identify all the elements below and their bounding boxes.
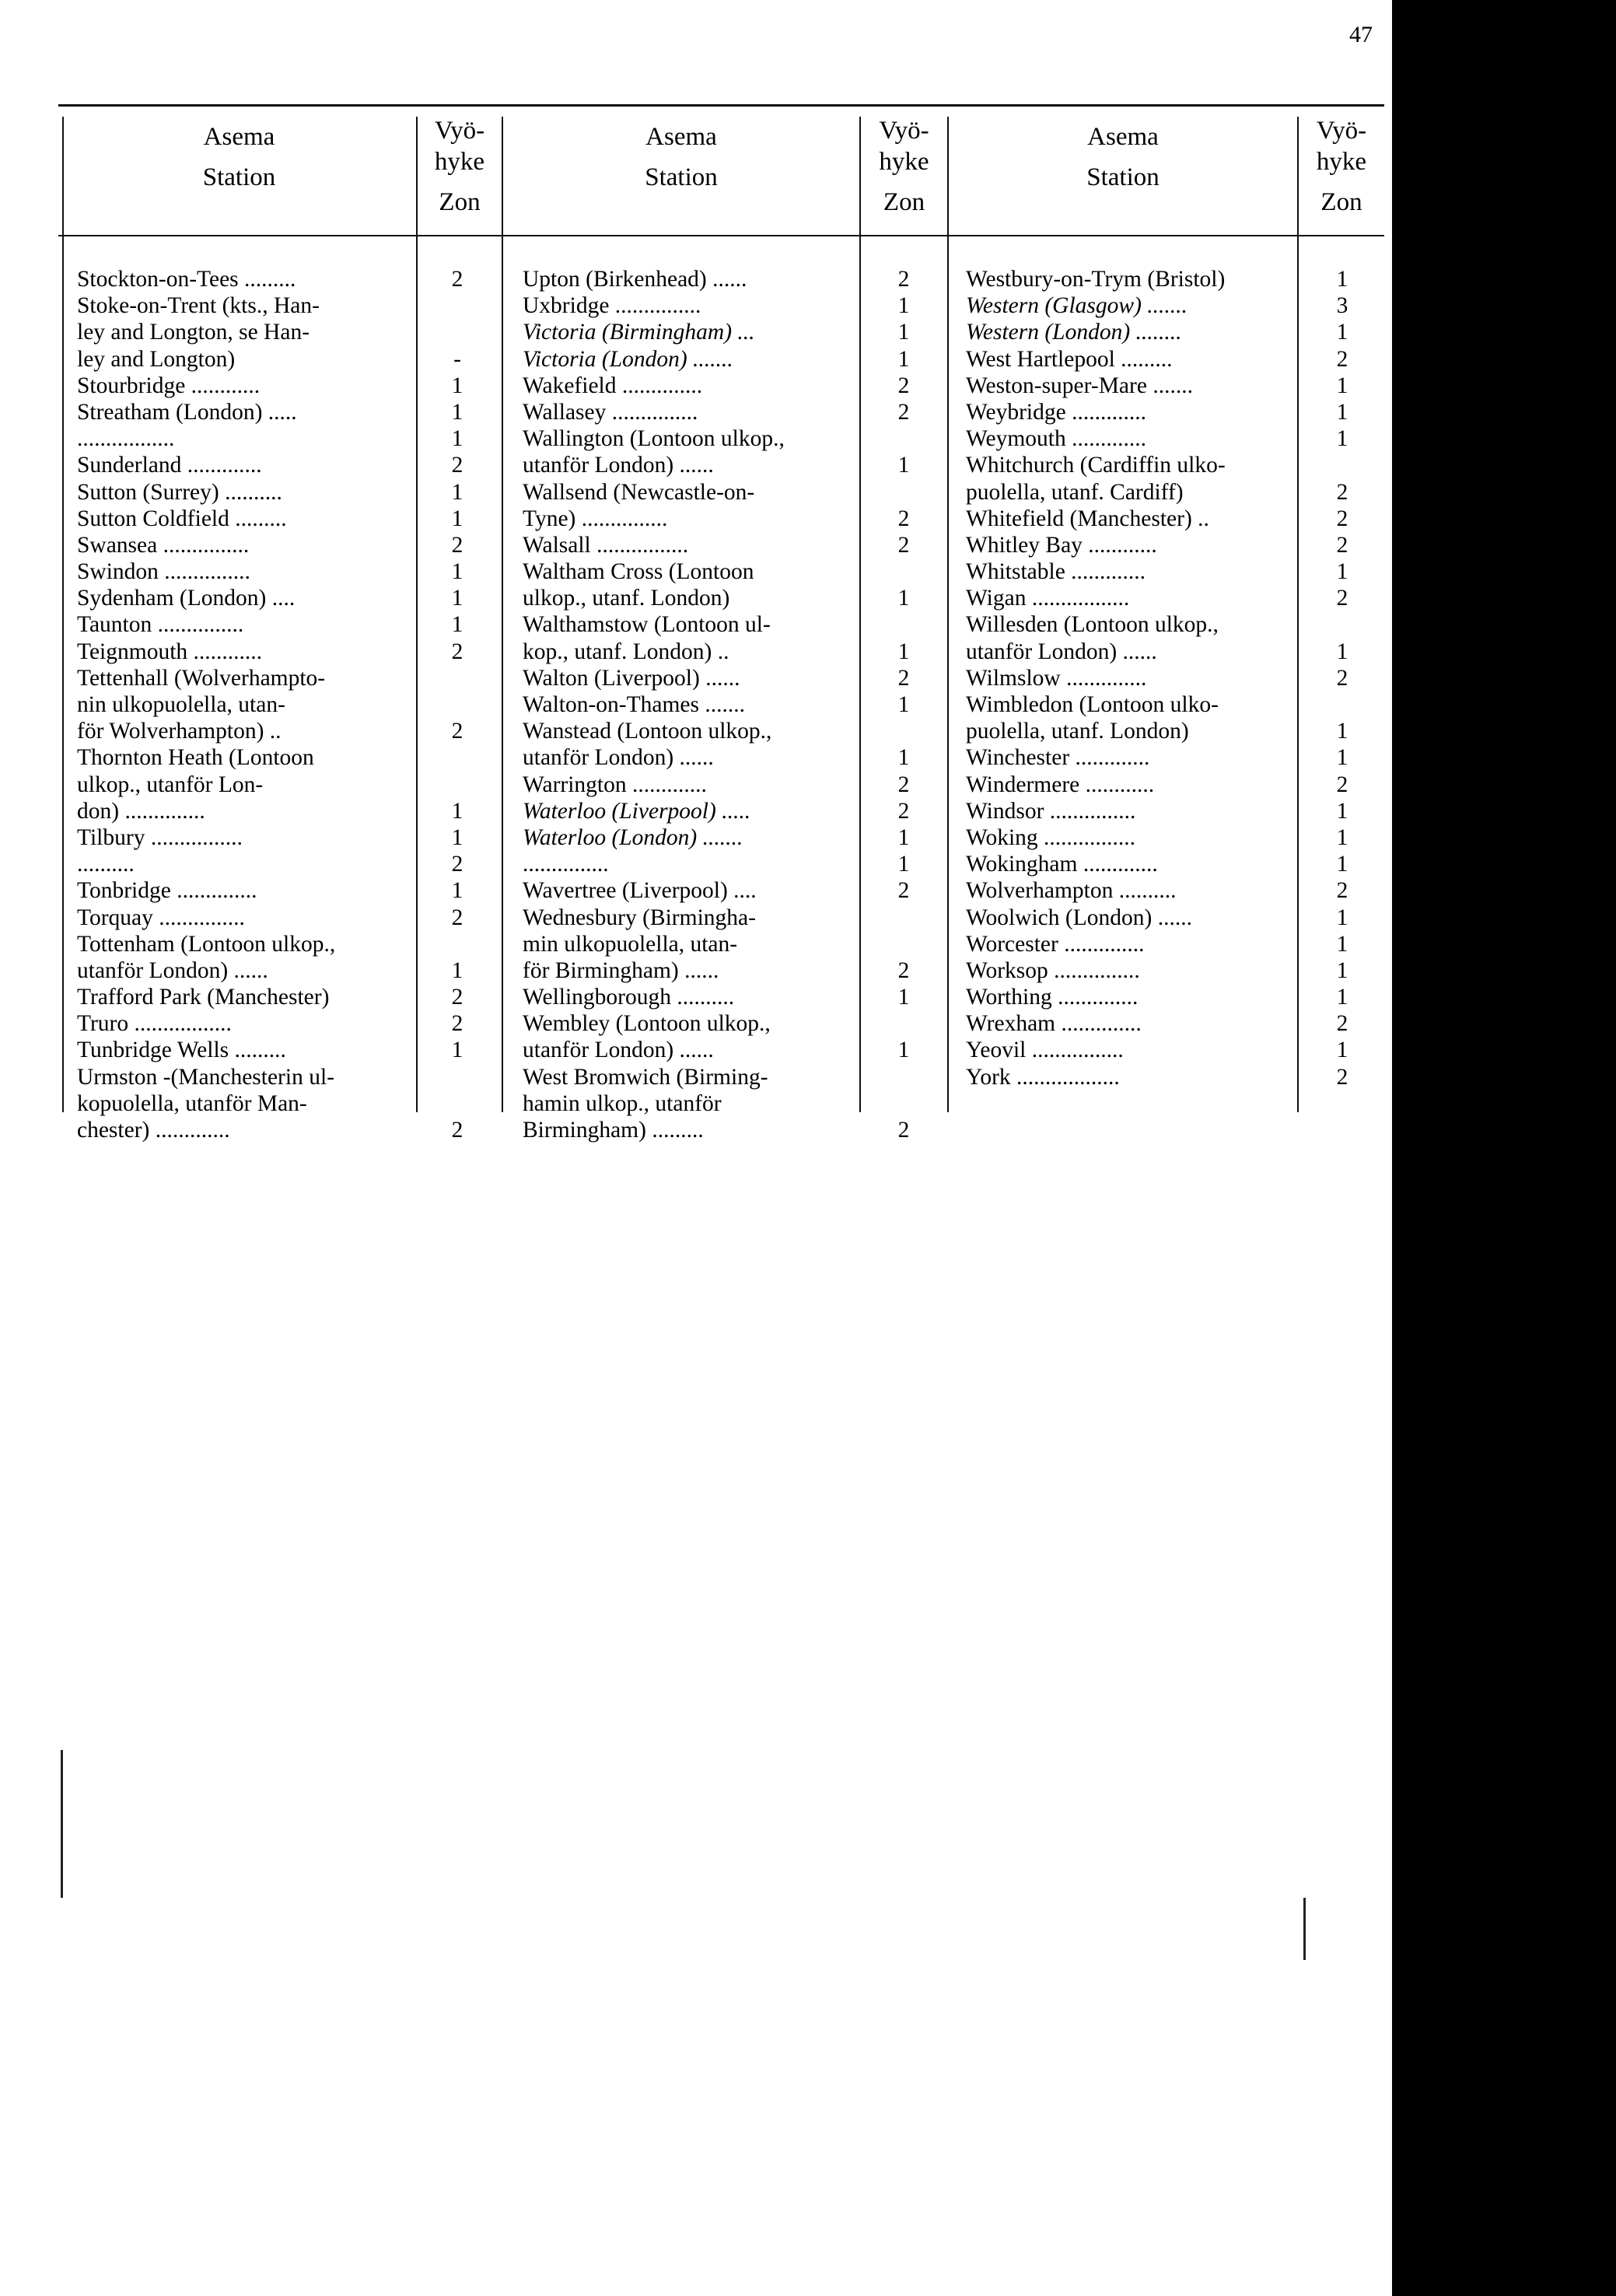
header-zon: Zon xyxy=(1320,188,1362,216)
zone-value: 2 xyxy=(897,532,910,558)
station-name: West Hartlepool ......... xyxy=(966,346,1173,372)
station-name: Streatham (London) ..... xyxy=(77,399,297,425)
zone-value: 1 xyxy=(1336,931,1348,957)
zone-value: 1 xyxy=(1336,320,1348,345)
station-name: Woking ................ xyxy=(966,824,1136,850)
zone-value: 1 xyxy=(897,453,910,478)
station-name: Walton-on-Thames ....... xyxy=(523,692,745,717)
station-name: utanför London) ...... xyxy=(966,639,1157,664)
header-zone-3 xyxy=(1299,115,1384,218)
station-name: ulkop., utanför Lon- xyxy=(77,772,264,797)
station-name: Upton (Birkenhead) ...... xyxy=(523,267,747,292)
station-name: Wolverhampton .......... xyxy=(966,878,1177,904)
station-name: Walton (Liverpool) ...... xyxy=(523,665,740,691)
station-name: ley and Longton) xyxy=(77,346,236,372)
zone-value: 1 xyxy=(897,692,910,717)
zone-value: 1 xyxy=(1336,373,1348,398)
zone-value: 1 xyxy=(897,985,910,1010)
station-name: Thornton Heath (Lontoon xyxy=(77,745,314,771)
station-name: Yeovil ................ xyxy=(966,1038,1124,1063)
zone-value: 1 xyxy=(897,1038,910,1063)
station-name: Stoke-on-Trent (kts., Han- xyxy=(77,293,320,319)
station-name: Sunderland ............. xyxy=(77,453,262,478)
header-zone-1 xyxy=(418,115,502,218)
station-name: Weybridge ............. xyxy=(966,399,1146,425)
zone-value: 1 xyxy=(1336,426,1348,452)
station-name: Tunbridge Wells ......... xyxy=(77,1038,286,1063)
station-name: hamin ulkop., utanför xyxy=(523,1090,722,1116)
station-name: utanför London) ...... xyxy=(523,453,714,478)
station-name: nin ulkopuolella, utan- xyxy=(77,692,285,717)
zone-value: 1 xyxy=(451,612,463,638)
zone-value: 1 xyxy=(1336,852,1348,877)
station-name: Weymouth ............. xyxy=(966,426,1146,452)
zone-value: 2 xyxy=(897,798,910,824)
station-name: Tottenham (Lontoon ulkop., xyxy=(77,931,336,957)
station-name: Urmston -(Manchesterin ul- xyxy=(77,1064,334,1090)
zone-value: 2 xyxy=(897,506,910,531)
zone-value: 1 xyxy=(1336,559,1348,585)
zone-value: - xyxy=(453,346,461,372)
header-vyo: Vyö- xyxy=(434,117,485,145)
zone-value: 1 xyxy=(451,399,463,425)
zone-value: 1 xyxy=(451,1038,463,1063)
zone-value: 1 xyxy=(1336,639,1348,664)
zone-value: 2 xyxy=(1336,878,1348,904)
scan-artefact-line xyxy=(1303,1898,1306,1960)
header-hyke: hyke xyxy=(1316,148,1367,176)
header-zon: Zon xyxy=(439,188,481,216)
zone-value: 1 xyxy=(451,426,463,452)
scan-artefact-line xyxy=(61,1750,63,1898)
column-rule xyxy=(859,117,861,1112)
station-name: Western (Glasgow) ....... xyxy=(966,293,1188,319)
header-station-1 xyxy=(62,117,416,198)
zone-value: 2 xyxy=(897,399,910,425)
station-name: utanför London) ...... xyxy=(523,1038,714,1063)
station-name: ley and Longton, se Han- xyxy=(77,320,310,345)
station-name: Woolwich (London) ...... xyxy=(966,905,1192,930)
station-name: Westbury-on-Trym (Bristol) xyxy=(966,267,1226,292)
zone-value: 1 xyxy=(1336,1038,1348,1063)
station-name: min ulkopuolella, utan- xyxy=(523,931,738,957)
header-hyke: hyke xyxy=(879,148,929,176)
zone-value: 1 xyxy=(451,586,463,611)
station-name: Victoria (Birmingham) ... xyxy=(523,320,755,345)
column-rule xyxy=(1297,117,1299,1112)
zone-value: 1 xyxy=(1336,957,1348,983)
zone-value: 2 xyxy=(451,639,463,664)
station-name: Swindon ............... xyxy=(77,559,250,585)
station-name: Windsor ............... xyxy=(966,798,1136,824)
station-name: Wavertree (Liverpool) .... xyxy=(523,878,757,904)
zone-value: 1 xyxy=(1336,798,1348,824)
station-name: ulkop., utanf. London) xyxy=(523,586,730,611)
station-name: Worksop ............... xyxy=(966,957,1140,983)
zone-value: 2 xyxy=(1336,479,1348,505)
station-name: Weston-super-Mare ....... xyxy=(966,373,1193,398)
zone-value: 2 xyxy=(451,719,463,744)
station-name: Waltham Cross (Lontoon xyxy=(523,559,754,585)
zone-value: 1 xyxy=(451,824,463,850)
station-name: Uxbridge ............... xyxy=(523,293,701,319)
zone-value: 1 xyxy=(451,878,463,904)
zone-value: 2 xyxy=(1336,665,1348,691)
station-name: Whitstable ............. xyxy=(966,559,1146,585)
station-name: utanför London) ...... xyxy=(77,957,268,983)
station-name: Wellingborough .......... xyxy=(523,985,735,1010)
column-rule xyxy=(947,117,949,1112)
zone-value: 1 xyxy=(897,745,910,771)
station-name: Waterloo (London) ....... xyxy=(523,824,743,850)
zone-value: 1 xyxy=(451,559,463,585)
header-hyke: hyke xyxy=(434,148,485,176)
station-name: Wimbledon (Lontoon ulko- xyxy=(966,692,1219,717)
zone-value: 1 xyxy=(1336,745,1348,771)
station-name: Teignmouth ............ xyxy=(77,639,263,664)
station-name: för Wolverhampton) .. xyxy=(77,719,282,744)
header-station-3 xyxy=(949,117,1297,198)
zone-value: 1 xyxy=(1336,824,1348,850)
header-station: Station xyxy=(202,163,276,191)
top-rule xyxy=(58,104,1384,107)
station-name: Western (London) ........ xyxy=(966,320,1182,345)
zone-value: 1 xyxy=(451,479,463,505)
zone-value: 2 xyxy=(897,1118,910,1143)
header-station: Station xyxy=(645,163,718,191)
zone-value: 2 xyxy=(1336,1011,1348,1037)
header-station-2 xyxy=(503,117,859,198)
station-name: chester) ............. xyxy=(77,1118,230,1143)
zone-value: 1 xyxy=(451,506,463,531)
station-name: .......... xyxy=(77,852,135,877)
column-rule xyxy=(502,117,503,1112)
header-vyo: Vyö- xyxy=(1316,117,1367,145)
header-vyo: Vyö- xyxy=(879,117,929,145)
header-zon: Zon xyxy=(883,188,925,216)
station-name: Tyne) ............... xyxy=(523,506,668,531)
station-name: Victoria (London) ....... xyxy=(523,346,733,372)
zone-value: 2 xyxy=(1336,532,1348,558)
station-name: Windermere ............ xyxy=(966,772,1155,797)
zone-value: 1 xyxy=(451,798,463,824)
station-name: Tilbury ................ xyxy=(77,824,243,850)
station-name: Walthamstow (Lontoon ul- xyxy=(523,612,771,638)
station-name: Tonbridge .............. xyxy=(77,878,257,904)
station-name: utanför London) ...... xyxy=(523,745,714,771)
station-name: York .................. xyxy=(966,1064,1120,1090)
station-name: don) .............. xyxy=(77,798,205,824)
zone-value: 1 xyxy=(1336,267,1348,292)
station-name: Swansea ............... xyxy=(77,532,250,558)
header-zone-2 xyxy=(861,115,947,218)
zone-value: 1 xyxy=(897,824,910,850)
zone-value: 2 xyxy=(1336,346,1348,372)
zone-value: 1 xyxy=(1336,985,1348,1010)
header-rule xyxy=(58,235,1384,236)
station-name: Wallsend (Newcastle-on- xyxy=(523,479,755,505)
zone-value: 1 xyxy=(451,957,463,983)
header-station: Station xyxy=(1086,163,1160,191)
zone-value: 1 xyxy=(897,639,910,664)
zone-value: 2 xyxy=(1336,1064,1348,1090)
zone-value: 1 xyxy=(897,293,910,319)
station-name: Wigan ................. xyxy=(966,586,1130,611)
zone-value: 2 xyxy=(451,267,463,292)
zone-value: 1 xyxy=(897,586,910,611)
zone-value: 2 xyxy=(451,532,463,558)
zone-value: 2 xyxy=(451,985,463,1010)
station-name: puolella, utanf. Cardiff) xyxy=(966,479,1184,505)
zone-value: 2 xyxy=(451,852,463,877)
station-name: Truro ................. xyxy=(77,1011,232,1037)
header-asema: Asema xyxy=(1087,123,1159,151)
zone-value: 2 xyxy=(451,453,463,478)
station-name: Stourbridge ............ xyxy=(77,373,261,398)
zone-value: 2 xyxy=(1336,772,1348,797)
station-name: Winchester ............. xyxy=(966,745,1150,771)
header-asema: Asema xyxy=(203,123,275,151)
zone-value: 1 xyxy=(897,852,910,877)
zone-value: 2 xyxy=(1336,586,1348,611)
station-name: Whitley Bay ............ xyxy=(966,532,1157,558)
station-name: Wanstead (Lontoon ulkop., xyxy=(523,719,772,744)
zone-value: 1 xyxy=(1336,399,1348,425)
zone-value: 2 xyxy=(897,665,910,691)
zone-value: 2 xyxy=(451,1118,463,1143)
station-name: kopuolella, utanför Man- xyxy=(77,1090,307,1116)
station-name: för Birmingham) ...... xyxy=(523,957,719,983)
station-name: Wallington (Lontoon ulkop., xyxy=(523,426,785,452)
column-rule xyxy=(416,117,418,1112)
column-rule xyxy=(62,117,64,1112)
station-name: Wokingham ............. xyxy=(966,852,1158,877)
station-name: Wrexham .............. xyxy=(966,1011,1142,1037)
station-name: Tettenhall (Wolverhampto- xyxy=(77,665,326,691)
station-name: Wembley (Lontoon ulkop., xyxy=(523,1011,771,1037)
zone-value: 2 xyxy=(897,267,910,292)
zone-value: 1 xyxy=(897,346,910,372)
station-name: ................. xyxy=(77,426,175,452)
station-name: Waterloo (Liverpool) ..... xyxy=(523,798,751,824)
zone-value: 2 xyxy=(897,373,910,398)
station-name: Sydenham (London) .... xyxy=(77,586,296,611)
station-name: Worcester .............. xyxy=(966,931,1145,957)
zone-value: 2 xyxy=(897,772,910,797)
station-name: Wednesbury (Birmingha- xyxy=(523,905,756,930)
station-name: Whitchurch (Cardiffin ulko- xyxy=(966,453,1226,478)
station-name: Taunton ............... xyxy=(77,612,244,638)
header-asema: Asema xyxy=(645,123,717,151)
zone-value: 1 xyxy=(897,320,910,345)
zone-value: 1 xyxy=(1336,719,1348,744)
station-name: Wallasey ............... xyxy=(523,399,698,425)
station-name: Warrington ............. xyxy=(523,772,707,797)
station-name: Willesden (Lontoon ulkop., xyxy=(966,612,1219,638)
zone-value: 1 xyxy=(451,373,463,398)
station-name: Sutton Coldfield ......... xyxy=(77,506,287,531)
zone-value: 2 xyxy=(451,905,463,930)
zone-value: 2 xyxy=(451,1011,463,1037)
station-name: Whitefield (Manchester) .. xyxy=(966,506,1209,531)
zone-value: 2 xyxy=(897,957,910,983)
station-name: Wilmslow .............. xyxy=(966,665,1147,691)
station-name: Sutton (Surrey) .......... xyxy=(77,479,282,505)
station-name: Worthing .............. xyxy=(966,985,1139,1010)
zone-value: 2 xyxy=(897,878,910,904)
station-name: West Bromwich (Birming- xyxy=(523,1064,768,1090)
station-name: puolella, utanf. London) xyxy=(966,719,1189,744)
station-name: Trafford Park (Manchester) xyxy=(77,985,330,1010)
station-name: Birmingham) ......... xyxy=(523,1118,704,1143)
station-name: ............... xyxy=(523,852,609,877)
station-name: kop., utanf. London) .. xyxy=(523,639,729,664)
station-name: Wakefield .............. xyxy=(523,373,703,398)
station-name: Stockton-on-Tees ......... xyxy=(77,267,296,292)
zone-value: 1 xyxy=(1336,905,1348,930)
page-number: 47 xyxy=(1349,22,1373,47)
zone-value: 3 xyxy=(1336,293,1348,319)
station-name: Walsall ................ xyxy=(523,532,689,558)
zone-value: 2 xyxy=(1336,506,1348,531)
station-name: Torquay ............... xyxy=(77,905,245,930)
